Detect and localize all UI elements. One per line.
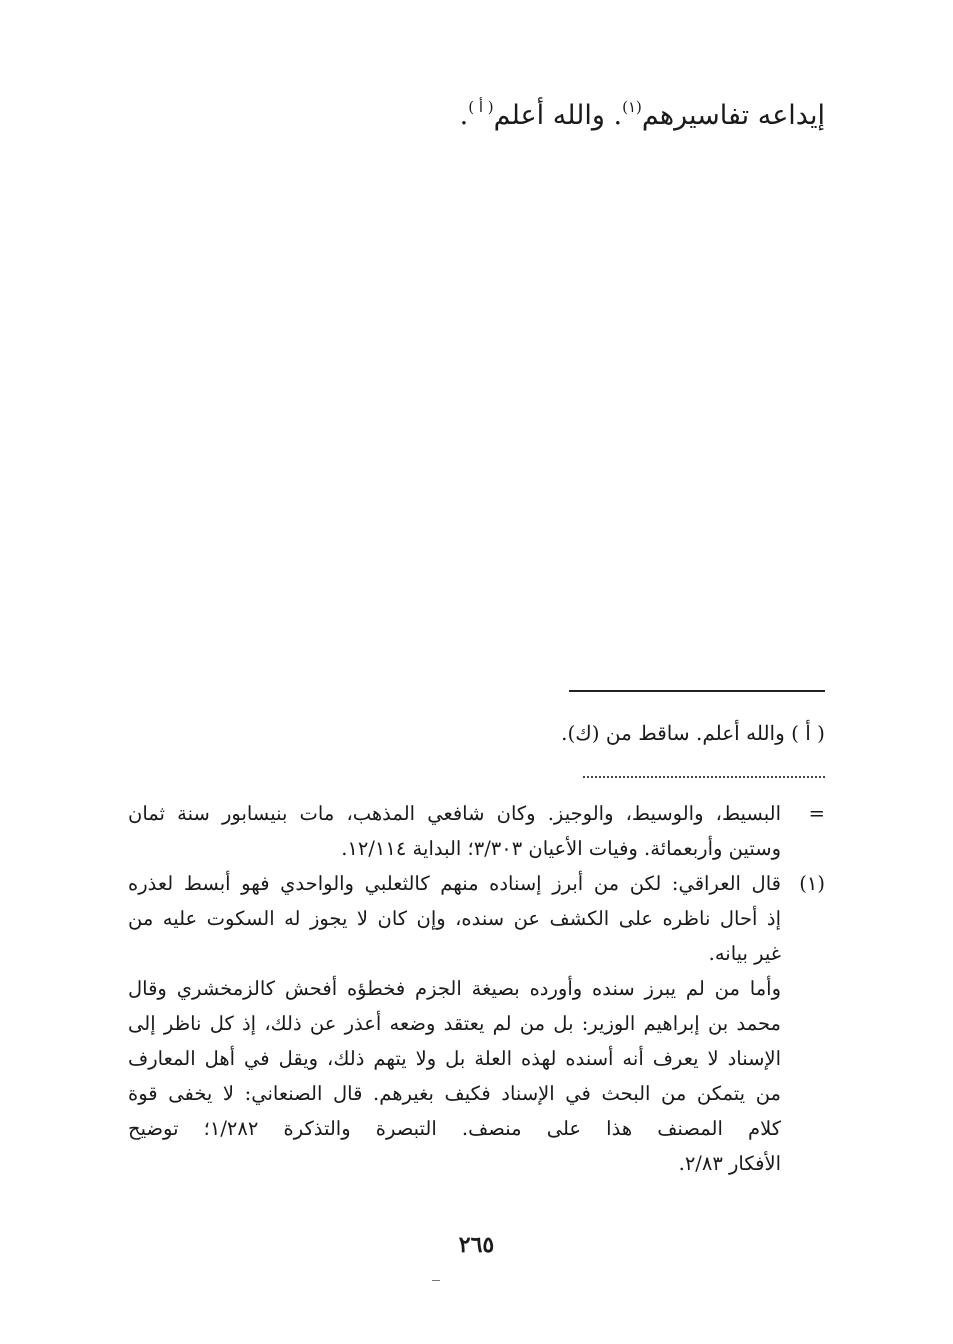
note-line: قال العراقي: لكن من أبرز إسناده منهم كالثعلبي والواحدي فهو أبسط لعذره — [128, 872, 781, 895]
note-line: الأفكار ٢/٨٣. — [678, 1152, 781, 1175]
page-number: ٢٦٥ — [458, 1232, 495, 1258]
note-line: من يتمكن من البحث في الإسناد فكيف بغيرهم. قال الصنعاني: لا يخفى قوة — [128, 1082, 781, 1105]
note-line: غير بيانه. — [708, 942, 781, 965]
continuation-marker: = — [808, 802, 825, 825]
variant-note: ( أ ) والله أعلم. ساقط من (ك). — [561, 721, 825, 745]
note-line: الإسناد لا يعرف أنه أسنده لهذه العلة بل ولا يتهم ذلك، ويقل في أهل المعارف — [128, 1047, 781, 1070]
page-tick-mark — [432, 1280, 440, 1281]
note-line: محمد بن إبراهيم الوزير: بل من لم يعتقد وضعه أعذر عن ذلك، إذ كل ناظر إلى — [128, 1012, 781, 1035]
variant-ref-a: ( أ ) — [468, 98, 494, 116]
main-text — [460, 96, 825, 136]
main-text-part3: . — [459, 100, 469, 131]
footnote-ref-1: (١) — [622, 98, 642, 116]
footnotes — [128, 796, 825, 1181]
dotted-divider — [583, 776, 825, 778]
note-line: إذ أحال ناظره على الكشف عن سنده، وإن كان لا يجوز له السكوت عليه من — [128, 907, 781, 930]
main-text-part2: . والله أعلم — [493, 100, 623, 131]
footnote-1 — [128, 866, 825, 1181]
note-line: كلام المصنف هذا على منصف. التبصرة والتذكرة ١/٢٨٢؛ توضيح — [128, 1117, 781, 1140]
footnote-divider — [569, 690, 825, 692]
note-line: البسيط، والوسيط، والوجيز. وكان شافعي المذهب، مات بنيسابور سنة ثمان — [128, 802, 781, 825]
main-text-part1: إيداعه تفاسيرهم — [641, 100, 825, 131]
note-line: وأما من لم يبرز سنده وأورده بصيغة الجزم فخطؤه أفحش كالزمخشري وقال — [128, 977, 781, 1000]
footnote-1-marker: (١) — [799, 872, 825, 895]
note-line: وستين وأربعمائة. وفيات الأعيان ٣/٣٠٣؛ البداية ١٢/١١٤. — [341, 837, 781, 860]
continuation-note — [128, 796, 825, 866]
